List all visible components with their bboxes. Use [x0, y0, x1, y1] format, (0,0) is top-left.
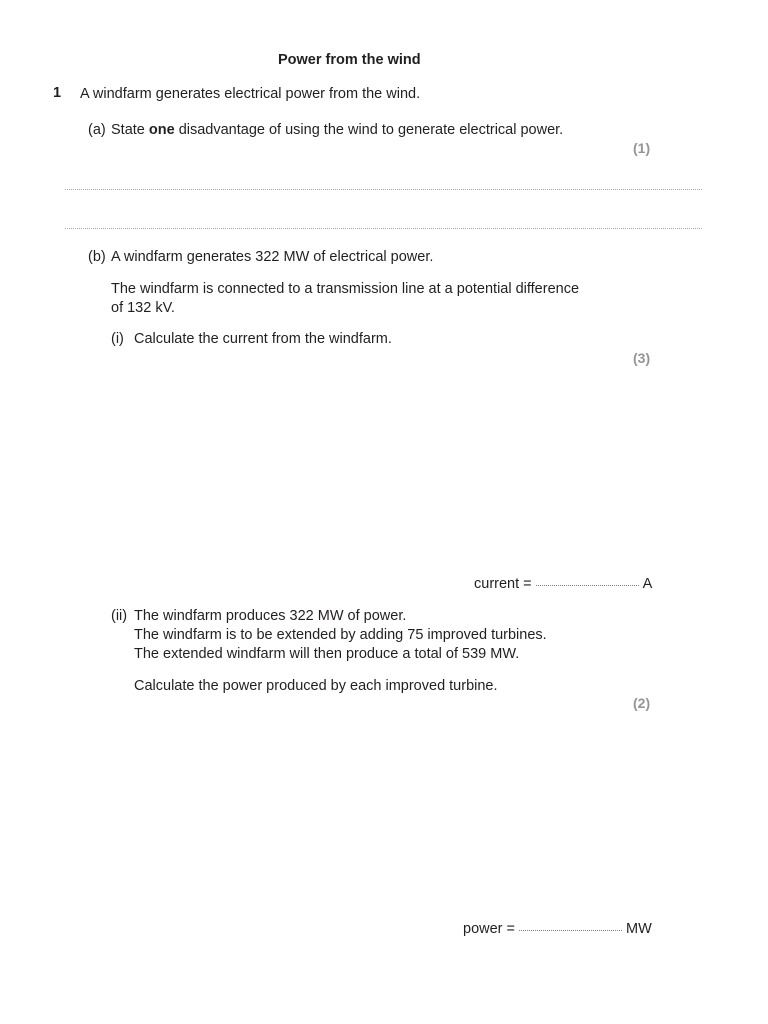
part-a-text-before: State	[111, 122, 149, 138]
part-b-label: (b)	[88, 249, 106, 265]
answer-line-a-1[interactable]	[65, 189, 702, 190]
current-answer-field[interactable]	[536, 585, 639, 586]
page-title: Power from the wind	[278, 52, 421, 68]
part-b-line3: of 132 kV.	[111, 300, 175, 316]
part-b-ii-label: (ii)	[111, 608, 128, 624]
part-b-ii-line3: The extended windfarm will then produce a total of 539 MW.	[134, 646, 520, 662]
power-answer-prefix: power =	[463, 921, 515, 937]
power-answer-field[interactable]	[519, 930, 622, 931]
part-b-ii-line1: The windfarm produces 322 MW of power.	[134, 608, 407, 624]
part-a-label: (a)	[88, 122, 106, 138]
power-answer-row	[463, 920, 652, 939]
part-b-line1: A windfarm generates 322 MW of electrical power.	[111, 249, 434, 265]
part-b-i-label: (i)	[111, 331, 124, 347]
question-stem: A windfarm generates electrical power from the wind.	[80, 86, 421, 102]
part-a-marks: (1)	[633, 140, 651, 156]
part-b-ii-line4: Calculate the power produced by each improved turbine.	[134, 678, 498, 694]
current-answer-prefix: current =	[474, 576, 532, 592]
question-number: 1	[53, 85, 62, 101]
part-a-text-after: disadvantage of using the wind to generate electrical power.	[174, 122, 564, 138]
power-answer-unit: MW	[626, 921, 652, 937]
answer-line-a-2[interactable]	[65, 228, 702, 229]
part-a-text	[111, 121, 563, 140]
part-b-ii-line2: The windfarm is to be extended by adding 75 improved turbines.	[134, 627, 547, 643]
part-b-i-text: Calculate the current from the windfarm.	[134, 331, 392, 347]
current-answer-unit: A	[642, 576, 653, 592]
part-b-ii-marks: (2)	[633, 695, 651, 711]
current-answer-row	[474, 575, 652, 594]
part-b-line2: The windfarm is connected to a transmission line at a potential difference	[111, 281, 580, 297]
part-b-i-marks: (3)	[633, 350, 651, 366]
part-a-text-bold: one	[148, 122, 175, 138]
